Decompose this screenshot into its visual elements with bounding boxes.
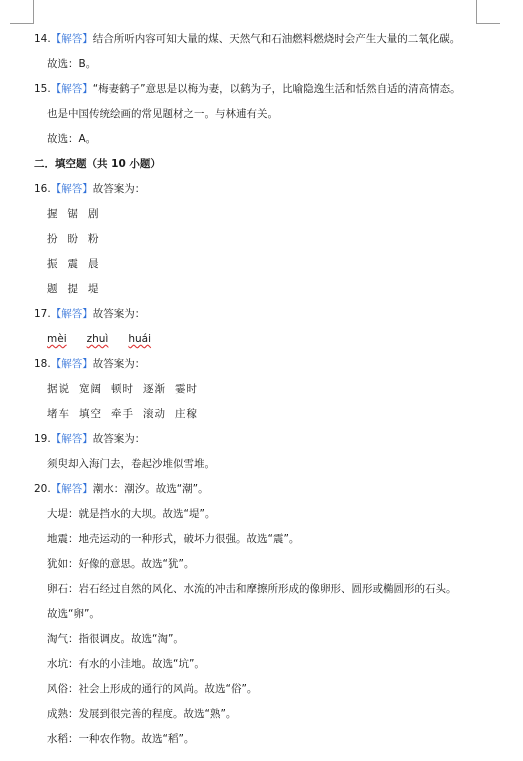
q16-char: 晨 (88, 258, 100, 270)
q16-row-1 (47, 207, 523, 221)
q17-answer-tag: 【解答】 (50, 308, 93, 320)
q17-pinyin: mèi (47, 333, 67, 345)
q20-explanation: 水稻：一种农作物。故选“稻”。 (47, 733, 195, 745)
q20-number: 20. (34, 483, 51, 495)
q20-line (34, 482, 523, 496)
q18-word: 庄稼 (175, 408, 198, 420)
q16-row-4 (47, 282, 523, 296)
q19-answer: 须臾却入海门去，卷起沙堆似雪堆。 (47, 458, 215, 470)
q18-number: 18. (34, 358, 51, 370)
q14-answer-tag: 【解答】 (50, 33, 93, 45)
crop-mark-right-vertical (476, 0, 477, 24)
q20-answer-tag: 【解答】 (50, 483, 93, 495)
q19-text: 故答案为： (92, 433, 146, 445)
section-heading: 二．填空题（共 10 小题） (34, 158, 161, 170)
q16-char: 提 (67, 283, 79, 295)
q17-number: 17. (34, 308, 51, 320)
q18-word: 逐渐 (143, 383, 166, 395)
q18-word: 宽阔 (79, 383, 102, 395)
q15-choice: 故选：A。 (47, 133, 97, 145)
q16-line (34, 182, 523, 196)
q18-word: 牵手 (111, 408, 134, 420)
q20-explanation: 故选“卵”。 (47, 608, 100, 620)
q20-explanation: 卵石：岩石经过自然的风化、水流的冲击和摩擦所形成的像卵形、圆形或椭圆形的石头。 (47, 583, 457, 595)
q18-word: 堵车 (47, 408, 70, 420)
q18-word: 顿时 (111, 383, 134, 395)
q15-text: “梅妻鹤子”意思是以梅为妻，以鹤为子，比喻隐逸生活和恬然自适的清高情态。 (92, 83, 461, 95)
q20-text: 潮水：潮汐。故选“潮”。 (92, 483, 209, 495)
q14-text: 结合所听内容可知大量的煤、天然气和石油燃料燃烧时会产生大量的二氧化碳。 (92, 33, 461, 45)
q16-char: 盼 (67, 233, 79, 245)
q15-number: 15. (34, 83, 51, 95)
q20-explanation: 地震：地壳运动的一种形式，破坏力很强。故选“震”。 (47, 533, 300, 545)
q14-choice: 故选：B。 (47, 58, 97, 70)
q18-line (34, 357, 523, 371)
q20-explanation: 犹如：好像的意思。故选“犹”。 (47, 558, 195, 570)
q16-char: 题 (47, 283, 59, 295)
q16-char: 振 (47, 258, 59, 270)
q16-char: 锯 (67, 208, 79, 220)
crop-mark-left-vertical (33, 0, 34, 24)
q16-char: 震 (67, 258, 79, 270)
q18-word: 据说 (47, 383, 70, 395)
q17-text: 故答案为： (92, 308, 146, 320)
q14-line (34, 32, 523, 46)
crop-mark-left-horizontal (10, 23, 34, 24)
q16-char: 粉 (88, 233, 100, 245)
q18-text: 故答案为： (92, 358, 146, 370)
q14-number: 14. (34, 33, 51, 45)
q18-row-1 (47, 382, 523, 396)
q19-line (34, 432, 523, 446)
q20-explanation: 水坑：有水的小洼地。故选“坑”。 (47, 658, 205, 670)
q15-answer-tag: 【解答】 (50, 83, 93, 95)
q20-explanation: 淘气：指很调皮。故选“淘”。 (47, 633, 184, 645)
q20-explanation: 成熟：发展到很完善的程度。故选“熟”。 (47, 708, 237, 720)
q17-pinyin: zhuì (86, 333, 109, 345)
q18-row-2 (47, 407, 523, 421)
q16-row-3 (47, 257, 523, 271)
q16-char: 握 (47, 208, 59, 220)
q19-number: 19. (34, 433, 51, 445)
q16-number: 16. (34, 183, 51, 195)
q20-explanation: 风俗：社会上形成的通行的风尚。故选“俗”。 (47, 683, 258, 695)
q18-word: 滚动 (143, 408, 166, 420)
q16-char: 堤 (88, 283, 100, 295)
q15-line (34, 82, 523, 96)
q17-pinyin: huái (128, 333, 152, 345)
q16-text: 故答案为： (92, 183, 146, 195)
q15-text-continued: 也是中国传统绘画的常见题材之一。与林逋有关。 (47, 108, 278, 120)
q20-explanation: 大堤：就是挡水的大坝。故选“堤”。 (47, 508, 216, 520)
q16-answer-tag: 【解答】 (50, 183, 93, 195)
q17-pinyin-row (47, 332, 523, 346)
q16-row-2 (47, 232, 523, 246)
q19-answer-tag: 【解答】 (50, 433, 93, 445)
q17-line (34, 307, 523, 321)
q18-word: 霎时 (175, 383, 198, 395)
crop-mark-right-horizontal (476, 23, 500, 24)
q18-word: 填空 (79, 408, 102, 420)
q16-char: 剧 (88, 208, 100, 220)
q16-char: 扮 (47, 233, 59, 245)
q18-answer-tag: 【解答】 (50, 358, 93, 370)
